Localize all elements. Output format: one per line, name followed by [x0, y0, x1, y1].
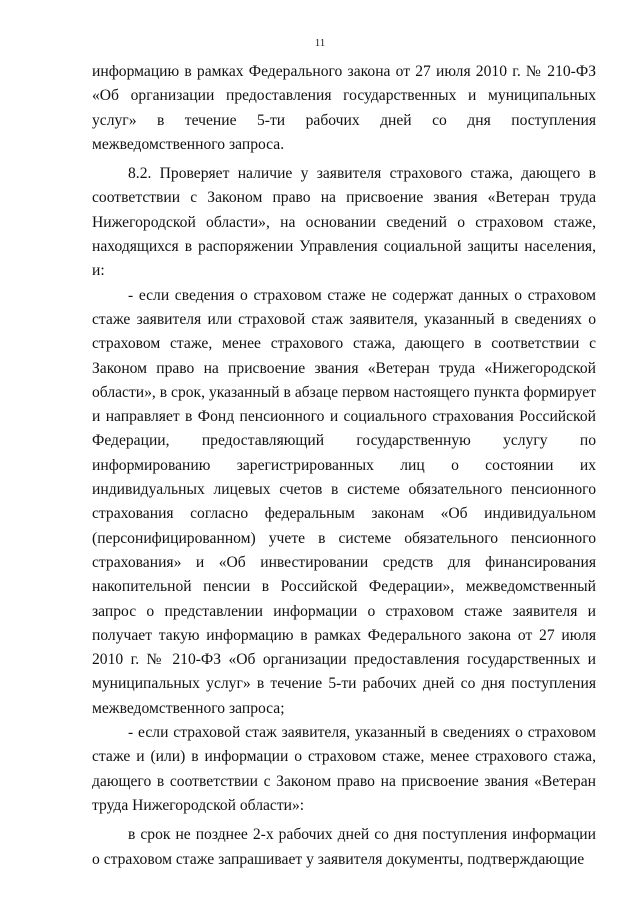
paragraph-bullet-1: - если сведения о страховом стаже не содержат данных о страховом стаже заявителя или страховой стаж заявителя, указанный в сведениях о страховом стаже, менее страхового стажа, дающего в соответствии с Законом право на присвоение звания «Ветеран труда «Нижегородской области», в срок, указанный в абзаце первом настоящего пункта формирует и направляет в Фонд пенсионного и социального страхования Российской Федерации, предоставляющий государственную услугу по информированию зарегистрированных лиц о состоянии их индивидуальных лицевых счетов в системе обязательного пенсионного страхования согласно федеральным законам «Об индивидуальном (персонифицированном) учете в системе обязательного пенсионного страхования» и «Об инвестировании средств для финансирования накопительной пенсии в Российской Федерации», межведомственный запрос о представлении информации о страховом стаже заявителя и получает такую информацию в рамках Федерального закона от 27 июля 2010 г. № 210-ФЗ «Об организации предоставления государственных и муниципальных услуг» в течение 5-ти рабочих дней со дня поступления межведомственного запроса;	[92, 286, 596, 717]
paragraph-bullet-2: - если страховой стаж заявителя, указанный в сведениях о страховом стаже и (или) в информации о страховом стаже, менее страхового стажа, дающего в соответствии с Законом право на присвоение звания «Ветеран труда Нижегородской области»:	[92, 724, 596, 814]
document-body	[92, 60, 596, 872]
paragraph-deadline: в срок не позднее 2-х рабочих дней со дня поступления информации о страховом стаже запрашивает у заявителя документы, подтверждающие	[92, 826, 596, 868]
paragraph-8-2: 8.2. Проверяет наличие у заявителя страхового стажа, дающего в соответствии с Законом право на присвоение звания «Ветеран труда Нижегородской области», на основании сведений о страховом стаже, находящихся в распоряжении Управления социальной защиты населения, и:	[92, 165, 596, 280]
page-number: 11	[314, 37, 326, 49]
paragraph-continuation: информацию в рамках Федерального закона от 27 июля 2010 г. № 210-ФЗ «Об организации предоставления государственных и муниципальных услуг» в течение 5-ти рабочих дней со дня поступления межведомственного запроса.	[92, 63, 596, 153]
